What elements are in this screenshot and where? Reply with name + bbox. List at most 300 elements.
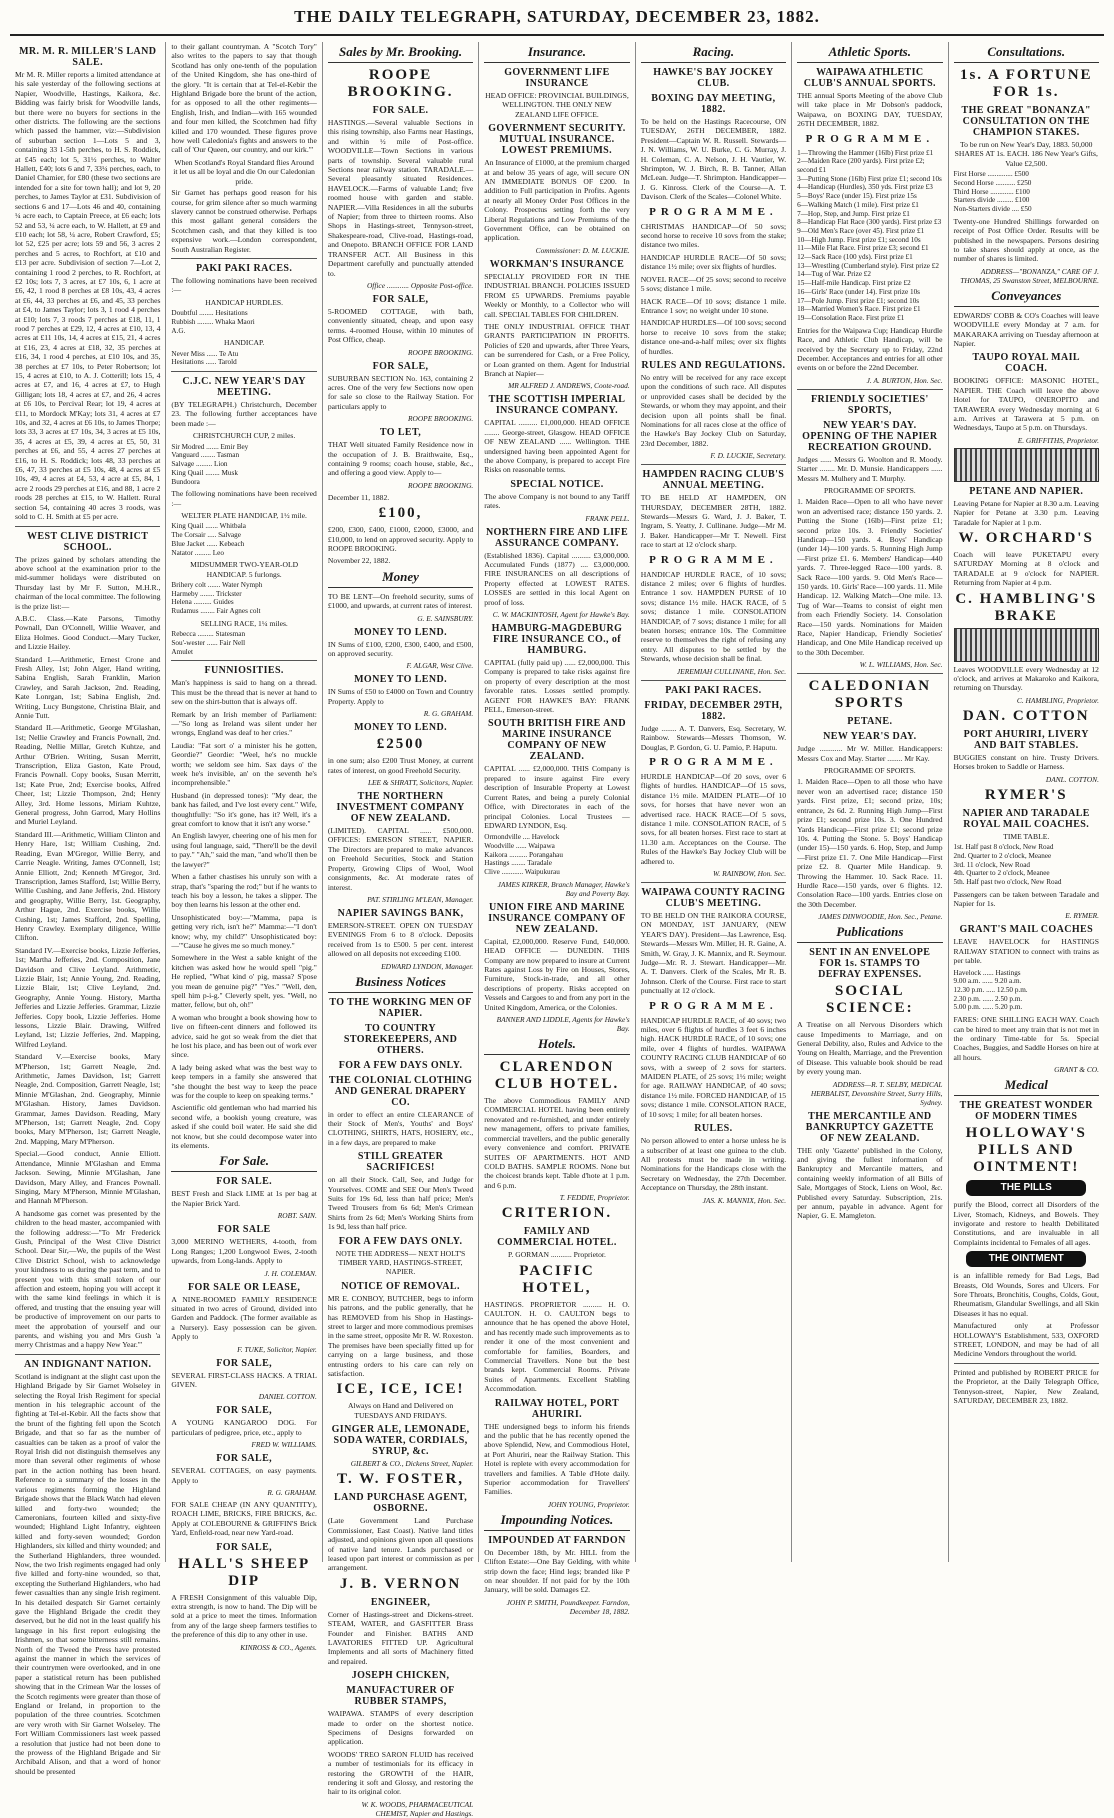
nomination-list: [171, 350, 316, 367]
ad-heading: TO COUNTRY STOREKEEPERS, AND OTHERS.: [343, 1022, 458, 1056]
ad-heading: PAKI PAKI RACES.: [665, 684, 762, 696]
ad-text: Capital, £2,000,000. Reserve Fund, £40,000. HEAD OFFICE — DUNEDIN. THIS Company are now prepared to insure at Current Rates against Loss by Fire on Houses, Stores, Furniture, Stock-in-trade, and all other descriptions of property. Risks accepted on Vessels and Cargoes to and from any port in the United Kingdom, America, or the Colonies.: [484, 936, 630, 1012]
ad-heading: ENGINEER,: [370, 1596, 431, 1608]
ad-text: £200, £300, £400, £1000, £2000, £3000, and £10,000, to lend on approved security. Apply to ROOPE BROOKING.: [327, 525, 474, 553]
programme-heading: PROGRAMME.: [649, 205, 778, 218]
ad-display-title: CLARENDON CLUB HOTEL.: [494, 1059, 620, 1093]
ad-text: THE only 'Gazette' published in the Colony, and giving the fullest information of Bankruptcy and Mercantile matters, and containing weekly information of all Bills of Sale, Mortgages of Stock, Liens on Wool, &c. Published every Saturday. Subscription, 21s. per annum, payable in advance. Agent for Napier, G. E. Mamgleton.: [797, 1145, 943, 1221]
article-text: Unsophisticated boy:—"Mamma, papa is getting very rich, isn't he?" Mamma:—"I don't know; why, my child?" Unsophisticated boy:—"'Cause he gives me so much money.": [171, 912, 317, 950]
ad-heading: WORKMAN'S INSURANCE: [489, 258, 625, 270]
ad-text: HEAD OFFICE: PROVINCIAL BUILDINGS, WELLINGTON. THE ONLY NEW ZEALAND LIFE OFFICE.: [485, 91, 629, 119]
ad-text: 1. Maiden Race—Open to all who have never won an advertised race; distance 150 yards. 2. Putting the Stone (16lb)—First prize £1; second prize 10s. 3. Friendly Societies' Handicap—150 yards. 4. Boys' Handicap (under 14)—100 yards. 5. Running High Jump—First prize £1. 6. Members' Handicap—440 yards. 7. Three-legged Race—100 yards. 8. Sack Race—100 yards. 9. Old Men's Race—150 yards. 10. Girls' Race—100 yards. 11. Mile Handicap. 12. Walking Match—One mile. 13. Tug of War—Teams to consist of eight men from each Friendly Society. 14. Consolation Race—150 yards. Nominations for Maiden Race, Napier Handicap, Friendly Societies' Handicap, and One Mile Handicap received up to the 30th December.: [797, 497, 943, 657]
ad-heading: FRIDAY, DECEMBER 29TH, 1882.: [644, 699, 783, 722]
ad-text: Judge ............ Mr W. Miller. Handicappers: Messrs Cox and May. Starter ........ Mr Kay.: [797, 744, 943, 763]
ad-signature: Commissioner: D. M. LUCKIE.: [535, 245, 630, 255]
ad-text: Corner of Hastings-street and Dickens-street. STEAM, WATER, and GASFITTER Brass Founder and Finisher. BATHS AND LAVATORIES FITTED UP. Agricultural Implements and all sorts of Machinery fitted and repaired.: [327, 1609, 474, 1666]
article-text: Husband (in depressed tones): "My dear, the bank has failed, and I've lost every cent." Wife, thoughtfully: "So it's gone, has it? Well, it's a great comfort to know that it isn't any worse.": [171, 790, 317, 829]
ad-signature: JAMES KIRKER, Branch Manager, Hawke's Bay and Poverty Bay.: [497, 879, 630, 898]
ad-text: IN Sums of £50 to £4000 on Town and Country Property. Apply to: [327, 687, 474, 706]
ad-text: To be run on New Year's Day, 1883. 50,000 SHARES AT 1s. EACH. 186 New Year's Gifts, Value £2,500.: [954, 140, 1098, 168]
timetable-heading: TIME TABLE.: [1003, 831, 1050, 841]
list-line: 5.00 p.m. ...... 5.20 p.m.: [953, 1003, 1023, 1012]
ad-display-title: ROOPE BROOKING.: [347, 67, 454, 100]
ad-text: is an infallible remedy for Bad Legs, Bad Breasts, Old Wounds, Sores and Ulcers. For Sore Throats, Bronchitis, Coughs, Colds, Gout, Rheumatism, Glandular Swellings, and all Skin Diseases it has no equal.: [953, 1271, 1099, 1318]
ad-text: MR E. CONBOY, BUTCHER, begs to inform his patrons, and the public generally, that he has REMOVED from his Shop in Hastings-street to larger and more commodious premises in the same street, opposite Mr R. W. Roxeston. The premises have been specially fitted up for carrying on a large business, and those entrusting orders to his care can rely on satisfaction.: [327, 1293, 474, 1379]
ad-signature: C. W. MACKINTOSH, Agent for Hawke's Bay.: [492, 610, 630, 620]
section-heading-impounding: Impounding Notices.: [484, 1512, 629, 1531]
race-entry: HANDICAP HURDLE RACE—Of 50 sovs; distance 1½ mile; over six flights of hurdles.: [640, 252, 787, 272]
ad-signature: JOHN YOUNG, Proprietor.: [547, 1499, 630, 1509]
list-line: 1—Throwing the Hammer (16lb) First prize £1: [797, 148, 934, 157]
ad-signature: F. ALGAR, West Clive.: [406, 661, 474, 671]
race-entry: HANDICAP HURDLE RACE, of 10 sovs; distance 2 miles; over 6 flights of hurdles. Entrance 1 sov. HAMPDEN PURSE of 10 sovs; distance 1½ mile. HACK RACE, of 5 sovs; distance 1 mile. CONSOLATION HANDICAP, of 7 sovs; distance 1 mile; for all beaten horses; entrance 10s. The Committee reserve to themselves the right of refusing any entry. All disputes to be settled by the Stewards, whose decision shall be final.: [640, 569, 787, 664]
ad-signature: DANIEL COTTON.: [258, 1392, 317, 1402]
ad-text: A YOUNG KANGAROO DOG. For particulars of pedigree, price, etc., apply to: [171, 1418, 317, 1437]
article-text: Remark by an Irish member of Parliament:—"So long as Ireland was silent under her wrongs, England was deaf to her cries.": [171, 709, 317, 738]
list-line: 12—Sack Race (100 yds). First prize £1: [797, 253, 913, 262]
list-line: Vanguard ........ Tasman: [171, 451, 240, 460]
list-line: 6—Walking Match (1 mile). First prize £1: [797, 200, 919, 209]
ad-heading: WAIPAWA COUNTY RACING CLUB'S MEETING.: [641, 886, 786, 909]
list-line: Non-Starters divide .... £50: [953, 205, 1032, 214]
nomination-list: [171, 581, 316, 616]
ad-heading: FOR SALE OR LEASE,: [188, 1281, 301, 1293]
ad-text: EDWARDS' COBB & CO's Coaches will leave WOODVILLE every Monday at 7 a.m. for MAKARAKA arriving on Tuesday afternoon at Napier.: [953, 310, 1099, 348]
ad-heading: JOSEPH CHICKEN,: [351, 1670, 450, 1682]
ad-signature: W. RAINBOW, Hon. Sec.: [712, 868, 787, 878]
ad-heading: THE MERCANTILE AND BANKRUPTCY GAZETTE OF NEW ZEALAND.: [805, 1110, 934, 1144]
list-line: King Quail ........ Musk: [171, 468, 238, 477]
ad-text: An Insurance of £1000, at the premium charged at and below 35 years of age, will secure ON AN IMMEDIATE BONUS OF £200. In addition to Full participation in Profits. Agents at nearly all Money Order Post Offices in the Colony. Prospectus setting forth the very Liberal Regulations and Low Premiums of the Government Office, can be obtained on application.: [484, 158, 630, 243]
ad-heading: FOR SALE: [217, 1224, 271, 1236]
ad-text: 1. Maiden Race—Open to all those who have never won an advertised race; distance 150 yards. First prize, £1; second prize, 10s; entrance, 2s 6d. 2. Running High Jump—First prize £1; second prize 10s. 3. One Hundred Yards Handicap—First prize £1; second prize 10s. 4. Putting the Stone. 5. Boys' Handicap (under 15)—150 yards. 6. Hop, Step, and Jump—First prize £1. 7. One Mile Handicap—First prize £2. 8. Quarter Mile Handicap. 9. Throwing the Hammer. 10. Sack Race. 11. Hurdle Race—150 yards, over 6 flights. 12. Consolation Race—100 yards. Entries close on the 30th December.: [797, 777, 943, 909]
article-text: The following nominations have been received :—: [171, 275, 317, 295]
ad-heading: NEW YEAR'S DAY. OPENING OF THE NAPIER RECREATION GROUND.: [802, 419, 938, 453]
ad-text: 3,000 MERINO WETHERS, 4-tooth, from Long Ranges; 1,200 Longwool Ewes, 2-tooth upwards, from Long-lands. Apply to: [171, 1237, 317, 1266]
ad-display-title: CALEDONIAN SPORTS: [808, 678, 932, 712]
ad-display-title: £100,: [378, 505, 423, 522]
ad-heading: FOR SALE.: [372, 105, 429, 116]
article-heading: FUNNIOSITIES.: [204, 665, 284, 677]
column-6: [792, 42, 948, 1562]
ad-text: On December 18th, by Mr. HILL from the Clifton Estate:—One Bay Gelding, with white strip down the face; Hind legs; branded like P on near shoulder. If not paid for by the 10th January, will be sold. Damages £2.: [484, 1547, 630, 1595]
ad-display-title: C. HAMBLING'S BRAKE: [955, 590, 1098, 624]
ad-heading: FOR SALE,: [216, 1405, 273, 1417]
ad-signature: W. L. WILLIAMS, Hon. Sec.: [859, 660, 943, 670]
list-line: Starters divide ......... £100: [953, 196, 1030, 205]
ad-text: Coach will leave PUKETAPU every SATURDAY Morning at 8 o'clock and TARADALE at 9 o'clock for NAPIER. Returning from Napier at 4 p.m.: [953, 550, 1099, 588]
ad-heading: BOXING DAY MEETING, 1882.: [651, 93, 776, 115]
coach-illustration: [954, 448, 1099, 482]
ad-heading: GINGER ALE, LEMONADE, SODA WATER, CORDIALS, SYRUP, &c.: [331, 1424, 470, 1458]
ad-text: THE annual Sports Meeting of the above Club will take place in Mr Dobson's paddock, Waipawa, on BOXING DAY, TUESDAY, 26TH DECEMBER, 1882.: [797, 91, 943, 129]
ad-heading: WAIPAWA ATHLETIC CLUB'S ANNUAL SPORTS.: [803, 67, 936, 89]
list-line: Sir Modred ....... Emir Bey: [171, 442, 249, 451]
article-text: Standard III.—Arithmetic, William Clinton and Henry Hare, 1st; William Cushing, 2nd. Reading, Evan M'Gregor, Willie Berry, and Carrie Neagle. Writing, James O'Connell, 1st; Annie Elliott, 2nd; Kenneth M'Gregor, 3rd. Transcription, James Stafford, 1st; Willie Berry, Willie Cushing, and Jane Jefferis, 2nd. History and geography, Willie Berry, 1st. Geography, Arthur Hague, 2nd. Exercise books, Willie Cushing, 1st; James Stafford, 2nd. Spelling, Henry Crawley. Exemplary diligence, Willie Clifton.: [15, 829, 161, 943]
ad-text: CAPITAL .......... £1,000,000. HEAD OFFICE ........ George-street, Glasgow. HEAD OFFICE OF NEW ZEALAND ...... Wellington. THE undersigned having been appointed Agent for the above Company, is prepared to accept Fire Risks on reasonable terms.: [484, 418, 630, 475]
article-text: The following nominations have been received :—: [171, 489, 317, 508]
race-entry: HACK RACE—Of 10 sovs; distance 1 mile. Entrance 1 sov; no weight under 10 stone.: [640, 296, 787, 315]
article-text: When a father chastises his unruly son with a strap, that's "sparing the rod;" but if he wants to teach his boy a lesson, he takes a slipper. The boy then learns his lesson at the other end.: [171, 872, 317, 910]
ad-heading: RULES AND REGULATIONS.: [641, 359, 786, 371]
ad-text: FARES: ONE SHILLING EACH WAY. Coach can be hired to meet any train that is not met in the ordinary Time-table for 5s. Special Coaches, Buggies, and Saddle Horses on hire at all hours.: [953, 1015, 1099, 1062]
ad-display-title: ICE, ICE, ICE!: [336, 1381, 465, 1398]
printer-imprint: Printed and published by ROBERT PRICE for the Proprietor, at the Daily Telegraph Office, Tennyson-street, Napier, New Zealand, SATURDAY, DECEMBER 23, 1882.: [953, 1367, 1099, 1406]
list-line: Brihery colt ....... Water Nymph: [171, 581, 263, 590]
ad-heading: PETANE.: [847, 716, 893, 728]
race-heading: HANDICAP HURDLES.: [205, 297, 284, 307]
list-line: 19—Consolation Race. First prize £1: [797, 313, 905, 322]
programme-subheading: PROGRAMME OF SPORTS.: [823, 485, 916, 495]
list-line: Rudamus ........ Fair Agnes colt: [171, 607, 261, 616]
list-line: Clive ............ Waipukurau: [484, 868, 560, 877]
ad-text: CAPITAL ...... £2,000,000. THIS Company is prepared to insure against Fire every description of Insurable Property at Lowest Current Rates, and being a purely Colonial Office, with Directorates in each of the principal Colonies. Local Trustees — EDWARD LYNDON, Esq.: [484, 764, 630, 830]
ad-text: Twenty-one Hundred Shillings forwarded on receipt of Post Office Order. Results will be published in the newspapers. Persons desiring to take shares should apply at once, as the number of shares is limited.: [953, 216, 1099, 264]
list-line: 5—Boys' Race (under 15). First prize 15s: [797, 192, 917, 201]
ad-display-title: CRITERION.: [501, 1205, 613, 1222]
ad-heading: MONEY TO LEND.: [354, 626, 448, 638]
ad-signature: C. HAMBLING, Proprietor.: [1016, 695, 1099, 705]
ad-heading: FRIENDLY SOCIETIES' SPORTS,: [810, 393, 929, 416]
ad-heading: HAMPDEN RACING CLUB'S ANNUAL MEETING.: [642, 469, 785, 492]
divider: [171, 258, 316, 259]
ad-signature: ROOPE BROOKING.: [407, 480, 474, 490]
ad-text: 5-ROOMED COTTAGE, with bath, conveniently situated, cheap, and upon easy terms. 4-roomed House, within 10 minutes of Post Office, cheap.: [327, 306, 474, 345]
list-line: 12.30 p.m. ..... 12.50 p.m.: [953, 986, 1028, 995]
list-line: Second Horse ........... £250: [953, 178, 1032, 187]
ad-text: LEAVE HAVELOCK for HASTINGS RAILWAY STATION to connect with trains as per table.: [953, 937, 1099, 966]
section-heading-racing: Racing.: [641, 44, 786, 63]
column-3: [323, 42, 479, 1818]
article-text: Laudia: "Fat sort o' a minister his he gotten, Geordie?" Geordie: "Weel, he's no muckle worth; we seldom see him. Sax days o' the week he's invisible, an' on the seventh he's incomprehensible.": [171, 740, 317, 788]
article-text: Sir Garnet has perhaps good reason for his course, for grim silence after so much warming slavery cannot be construed otherwise. Perhaps this most gallant general considers the Scotchmen cash, and that they killed is too expensive work.—London correspondent, South Australian Register.: [171, 188, 317, 254]
ad-text: TO BE HELD ON THE RAIKORA COURSE, ON MONDAY, 1ST JANUARY, (NEW YEAR'S DAY). President—Jas Lawrence, Esq. Stewards—Messrs Wm. Miller, H. R. Gaine, A. Smith, W. Gray, J. K. Mannix, and R. Seymour. Judge—Mr. R. J. Stewart. Handicapper—Mr. A. T. Danvers. Clerk of the Scales, Mr R. B. Johnson. Clerk of the Course. First race to start punctually at 12 o'clock.: [640, 910, 787, 996]
divider: [954, 1363, 1099, 1364]
ad-heading: SENT IN AN ENVELOPE FOR 1s. STAMPS TO DEFRAY EXPENSES.: [809, 947, 931, 981]
list-line: Sou'-wester ...... Fair Nell: [171, 638, 246, 647]
article-text: Standard II.—Arithmetic, George M'Glashan, 1st; Nellie Crawley and Francis Pownall, 2nd. Reading, Nellie Millar, Gretch Kuhtze, and Arthur O'Brien. Writing, Susan Merritt, Transcription, Eliza Gaston, Kate Proud, Francis Pownall. Copy books, Susan Merritt, 1st; Kate Prue, 2nd; Exercise books, Alfred Cheer, 1st; Lizzie Thompson, 2nd; Henry Alley, 3rd. Home lessons, Miriam Kuhtze, General progress, John Garrod, Mary Hollins and Muriel Leyland.: [15, 723, 161, 827]
list-line: 3rd. 11 o'clock, New Road: [953, 860, 1031, 869]
ad-display-title: DAN. COTTON: [962, 707, 1090, 724]
ad-text: Always on Hand and Delivered on TUESDAYS AND FRIDAYS.: [347, 1401, 454, 1420]
ad-heading: TO THE WORKING MEN OF NAPIER.: [329, 996, 472, 1019]
masthead-title: THE DAILY TELEGRAPH, SATURDAY, DECEMBER 23, 1882.: [10, 0, 1104, 36]
race-entry: NOVEL RACE—Of 25 sovs; second to receive 5 sovs; distance 1 mile.: [640, 274, 787, 294]
ad-heading: UNION FIRE AND MARINE INSURANCE COMPANY OF NEW ZEALAND.: [488, 901, 626, 935]
ad-signature: Office ............ Opposite Post-office.: [366, 280, 474, 290]
list-line: 17—Pole Jump. First prize £1; second 10s: [797, 296, 920, 305]
ad-text: Entries for the Waipawa Cup; Handicap Hurdle Race, and Athletic Club Handicap, will be received by the Secretary up to Friday, 22nd December. Acceptances and entries for all other events on or before the 22nd December.: [797, 325, 943, 373]
race-entry: HANDICAP HURDLES—Of 100 sovs; second horse to receive 10 sovs from the stake; distance one-and-a-half miles; over six flights of hurdles.: [640, 318, 787, 356]
list-line: Bundoora: [171, 477, 200, 486]
ad-text: purify the Blood, correct all Disorders of the Liver, Stomach, Kidneys, and Bowels. They invigorate and restore to health Debilitated Constitutions, and are invaluable in all Complaints incidental to Females of all ages.: [953, 1200, 1099, 1247]
ad-text: (LIMITED). CAPITAL ...... £500,000. OFFICES: EMERSON STREET, NAPIER. The Directors are prepared to make advances on Freehold Securities, Stock and Station Property, Growing Clips of Wool, Wool consignments, &c. At moderate rates of interest.: [327, 826, 474, 892]
ad-signature: T. FEDDIE, Proprietor.: [559, 1193, 630, 1203]
column-2: [166, 42, 322, 1652]
ad-signature: R. G. GRAHAM.: [423, 709, 474, 719]
section-heading-consultations: Consultations.: [954, 44, 1099, 63]
column-1: [10, 42, 166, 1776]
nomination-list: [171, 443, 316, 487]
ad-heading: FOR SALE,: [216, 1541, 273, 1553]
list-line: Rebecca ......... Statesman: [171, 630, 246, 639]
ad-signature: EDWARD LYNDON, Manager.: [381, 961, 474, 971]
ad-heading: LAND PURCHASE AGENT, OSBORNE.: [334, 1492, 468, 1515]
list-line: 4th. Quarter to 2 o'clock, Meanee: [953, 869, 1050, 878]
article-text: Mr M. R. Miller reports a limited attendance at his sale yesterday of the following sections at Napier, Woodville, Hastings, Kaikora, &c. Bidding was fairly brisk for Woodville lands, but there were no buyers for sections in the other districts. The following are the sections which passed the hammer, viz:—Subdivision of suburban section 1—Lots 5 and 3, containing 33 1-5th perches, to H. S. Roddick, at £45 each; lot 5, 31½ perches, to Walter Hallett, £40; lots 6 and 7, 33¼ perches, each, to Daniel Chamier, for £80 (these two sections are intended for a site for town hall); and lot 9, 20 perches, to James Taylor at £31. Subdivision of sections 6 and 17—Lots 46 and 40, containing ¼ acre each, to Captain Preece, at £6 each; lots 52 and 53, ¼ acre each, to W. Hallett, at £9 and £10 each; lot 58, ¼ acre, Robert Crawford, £5; lot 52, £25 per acre; lots 59 and 56, 3 acres 2 perches and 5 acres, to Rochfort, at £10 and £13 per acre. Subdivision of section 7—Lot 2, containing 1 rood 2 perches, to R. Rochfort, at £2 10s; lots 7, 3 acres, at £7 10s, 6, 1 acre at £6, 42, 1 rood 8 perches at £8 10s, 43, 4 acres at £6, 44, 33 perches at £6, and 45, 33 perches at £4, to James Taylor; lots 3, 1 rood 4 perches at £10; lots 7, 3 roods 7 perches at £18, 11, 1 rood 7 perches at £29, 12, 4 acres at £10, 13, 4 acres at £11 10s, 14, 4 acres at £15, 21, 4 acres at £16, 23, 4 acres at £18, 32, 35 perches at £16, 34, 1 rood 4 perches, at £10 10s, and 35, 38 perches at £7 10s, to Peter Robertson; lot 15, 4 acres at £10, to A. J. Cotterill; lots 15, 4 acres at £7, and 16, 4 acres at £7, to Hugh Gilligan; lots 18, 4 acres at £7, and 26, 4 acres at £6 10s, to Percival Rear; lot 19, 4 acres at £11, to Mordock M'Kay; lots 31, 4 acres at £7 10s, and 32, 4 acres at £6 10s, to James Thorpe; lots 33, 3 acres at £7 10s, 34, 3 acres at £5 10s, 35, 4 acres at £5, 39, 4 acres at £5, 50, 31 perches at £6, and 55, 4 acres 27 perches at £16, to H. S. Roddick; lots 48, 33 perches at £6, 47, 33 perches at £5 10s, 48, 4 acres at £5 10s, 49, 4 acres at £4, 53, 4 acre at £5, 84, 1 acre 2 roods 29 perches at £16, and 88, 1 acre 2 roods 28 perches at £15, to W. Hallett. Rural section 54, containing 40 acres 3 roods, was sold to C. H. Smith at £5 per acre.: [15, 70, 161, 522]
section-heading-insurance: Insurance.: [484, 44, 629, 63]
list-line: Amulet: [171, 647, 193, 656]
ad-heading: THE SCOTTISH IMPERIAL INSURANCE COMPANY.: [488, 394, 626, 417]
ad-heading: SPECIAL NOTICE.: [510, 478, 604, 490]
ad-text: Judges ...... Messrs G. Woolton and R. Moody. Starter ........ Mr. D. Munsie. Handicappers ...... Messrs M. Mulhery and T. Murphy.: [797, 454, 943, 483]
ad-signature: R. G. GRAHAM.: [267, 1487, 317, 1497]
section-heading-athletic: Athletic Sports.: [797, 44, 942, 63]
section-heading-medical: Medical: [954, 1077, 1099, 1096]
ad-signature: JAS. K. MANNIX, Hon. Sec.: [702, 1195, 787, 1205]
list-line: Never Miss ...... Te Atu: [171, 349, 239, 358]
article-text: The prizes gained by scholars attending the above school at the examination prior to the mid-summer holidays were distributed on Thursday last by Mr F. Sutton, M.H.R., chairman of the local committee. The following is the prize list:—: [15, 554, 161, 611]
ad-text: WOODS' TREO SARON FLUID has received a number of testimonials for its efficacy in restoring the GROWTH of the HAIR, rendering it soft and Glossy, and restoring the hair to its original color.: [327, 1749, 474, 1797]
race-entry: HURDLE HANDICAP—Of 20 sovs, over 6 flights of hurdles. HANDICAP—Of 15 sovs, distance 1½ mile. MAIDEN PLATE—Of 10 sovs, for horses that have never won an advertised race. HACK RACE—Of 5 sovs, distance 1 mile. CONSOLATION RACE, of 5 sovs, for all beaten horses. First race to start at 11.30 a.m. Acceptances on the Course. The Rules of the Hawke's Bay Jockey Club will be adhered to.: [640, 771, 787, 866]
section-heading-money: Money: [328, 569, 473, 588]
race-heading: SELLING RACE, 1¼ miles.: [200, 618, 288, 628]
ad-heading: TO LET,: [379, 427, 422, 439]
ad-text: A NINE-ROOMED FAMILY RESIDENCE situated in two acres of Ground, divided into Garden and Paddock. (The former available as a Nursery). Easy possession can be given. Apply to: [171, 1294, 317, 1342]
divider: [797, 389, 942, 390]
list-line: 7—Hop, Step, and Jump. First prize £1: [797, 209, 910, 218]
article-text: to their gallant countryman. A "Scotch Tory" also writes to the papers to say that though Scotland has only one-tenth of the population of the United Kingdom, she has one-third of the glory. "It is certain that at Tel-el-Kebir the Highland Brigade bore the brunt of the action, for as opposed to all the other regiments—English, Irish, and Indian—with 165 wounded and four men killed, the Scotchmen had fifty killed and 170 wounded. These figures prove how well Caledonia's fights and answers to the call of 'Our Queen, our country, and our kirk.'": [171, 42, 317, 155]
ad-text: HASTINGS. PROPRIETOR .......... H. O. CAULTON. H. O. CAULTON begs to announce that he has opened the above Hotel, and has recently made such improvements as to render it one of the most convenient and comfortable for families, Boarders, and Commercial Travellers. None but the best brands kept. Commercial Rooms. Private Suites of Apartments. Excellent Stabling Accommodation.: [484, 1299, 630, 1394]
list-line: 4—Handicap (Hurdles), 350 yds. First prize £3: [797, 183, 933, 192]
ad-signature: DANL. COTTON.: [1045, 774, 1099, 784]
list-line: 11—Mile Flat Race. First prize £3; second £1: [797, 244, 929, 253]
race-entry: HANDICAP HURDLE RACE, of 40 sovs; two miles, over 6 flights of hurdles 3 feet 6 inches high. HACK HURDLE RACE, of 10 sovs; one mile, over 4 flights of hurdles. WAIPAWA COUNTY RACING CLUB HANDICAP of 60 sovs, with a sweep of 2 sovs for starters. MAIDEN PLATE, of 25 sovs; 1½ mile; weight for age. RAILWAY HANDICAP, of 40 sovs; distance 1½ mile. FORCED HANDICAP, of 15 sovs; distance 1 mile. CONSOLATION RACE, of 10 sovs; 1 mile; for all beaten horses.: [640, 1015, 787, 1119]
list-line: 9.00 a.m. ...... 9.20 a.m.: [953, 977, 1022, 986]
columns: [10, 42, 1104, 1818]
list-line: Blue Jacket ...... Kebeach: [171, 539, 245, 548]
ad-text: in order to effect an entire CLEARANCE of their Stock of Men's, Youths' and Boys' CLOTHING, SHIRTS, HATS, HOSIERY, etc., in a few days, are prepared to make: [327, 1109, 474, 1147]
article-text: Man's happiness is said to hang on a thread. This must be the thread that is never at hand to sew on the shirt-button that is always off.: [171, 678, 317, 707]
divider: [797, 673, 942, 674]
ad-heading: MANUFACTURER OF RUBBER STAMPS,: [346, 1685, 455, 1708]
ad-signature: PAT. STIRLING M'LEAN, Manager.: [367, 894, 474, 904]
ad-display-title: £2500: [376, 736, 425, 753]
ad-text: Judge ........ A. T. Danvers, Esq. Secretary, W. Rainbow. Stewards—Messrs Thomson, W. Douglas, P. Gordon, G. U. Pamio, P. Haputu.: [640, 723, 787, 752]
ad-signature: FRANK PELL.: [585, 513, 630, 523]
ad-text: No person allowed to enter a horse unless he is a subscriber of at least one guinea to the club. All protests must be made in writing. Nominations for the Handicaps close with the Secretary on Wednesday, the 27th December. Acceptance on Thursday, the 28th instant.: [640, 1136, 787, 1193]
divider: [171, 660, 316, 661]
ad-text: THE undersigned begs to inform his friends and the public that he has recently opened the above Splendid, New, and Commodious Hotel, at Port Ahuriri, near the Railway Station. This Hotel is replete with every accommodation for travellers and families. A Table d'Hote daily. Superior accommodation for Travellers' Families.: [484, 1421, 630, 1497]
list-line: Woodville ...... Waipawa: [484, 842, 555, 851]
section-heading-business: Business Notices: [328, 974, 473, 993]
list-line: King Quail ....... Whitbala: [171, 522, 246, 531]
ad-heading: GRANT'S MAIL COACHES: [959, 924, 1094, 936]
event-list: [797, 149, 942, 323]
ad-signature: F. D. LUCKIE, Secretary.: [710, 451, 787, 461]
ad-text: THAT Well situated Family Residence now in the occupation of J. B. Braithwaite, Esq., containing 9 rooms; coach house, stable, &c., and offering a good view. Apply to—: [327, 440, 474, 478]
ad-display-title: W. ORCHARD'S: [958, 530, 1094, 547]
programme-heading: PROGRAMME.: [805, 132, 935, 145]
list-line: 2.30 p.m. ...... 2.50 p.m.: [953, 994, 1023, 1003]
ad-heading: FOR SALE,: [216, 1357, 273, 1369]
ad-signature: J. A. BURTON, Hon. Sec.: [866, 375, 943, 385]
brake-illustration: [954, 628, 1099, 662]
section-heading-publications: Publications: [797, 924, 942, 943]
agent-list: [484, 833, 629, 877]
ad-signature: GRANT & CO.: [1054, 1065, 1099, 1075]
list-line: Natator ......... Leo: [171, 548, 224, 557]
ad-heading: FOR SALE,: [372, 293, 429, 305]
ad-text: Leaves WOODVILLE every Wednesday at 12 o'clock, and arrives at Makaroko and Kaikora, returning on Thursday.: [953, 664, 1099, 693]
timetable-list: [954, 843, 1099, 887]
list-line: Hesitations ...... Tarold: [171, 358, 237, 367]
ad-heading: FOR A FEW DAYS ONLY.: [338, 1235, 463, 1247]
list-line: 18—Married Women's Race. First prize £1: [797, 305, 921, 314]
list-line: Third Horse ............. £100: [953, 187, 1030, 196]
article-heading: C.J.C. NEW YEAR'S DAY MEETING.: [182, 376, 306, 399]
list-line: The Corsair ..... Salvage: [171, 531, 241, 540]
programme-heading: PROGRAMME.: [649, 755, 778, 768]
ad-heading: STILL GREATER SACRIFICES!: [357, 1151, 444, 1174]
ad-heading: THE GREAT "BONANZA" CONSULTATION ON THE CHAMPION STAKES.: [961, 105, 1091, 138]
article-heading: MR. M. R. MILLER'S LAND SALE.: [19, 46, 157, 68]
ad-text: SEVERAL COTTAGES, on easy payments. Apply to: [171, 1466, 317, 1485]
ad-text: Leaving Petane for Napier at 8.30 a.m. Leaving Napier for Petane at 3.30 p.m. Leaving Taradale for Napier at 1 p.m.: [953, 498, 1099, 527]
list-line: Doubtful ........ Hesitations: [171, 309, 248, 318]
list-line: Hastings ........ Taradale: [484, 859, 552, 868]
ad-heading: GOVERNMENT LIFE INSURANCE: [504, 67, 610, 89]
ad-display-title: PACIFIC HOTEL,: [519, 1262, 595, 1296]
ad-heading: SOUTH BRITISH FIRE AND MARINE INSURANCE COMPANY OF NEW ZEALAND.: [487, 718, 626, 763]
ad-heading: THE GREATEST WONDER OF MODERN TIMES: [959, 1100, 1093, 1123]
ad-text: in one sum; also £200 Trust Money, at current rates of interest, on good Freehold Security.: [327, 756, 474, 775]
ad-text: (Late Government Land Purchase Commissioner, East Coast). Native land titles adjusted, and opinions given upon all questions of native land tenure. Lands purchased or leased upon part interest or commission as per arrangement.: [327, 1516, 474, 1573]
list-line: 10—High Jump. First prize £1; second 10s: [797, 235, 921, 244]
ad-signature: BANNER AND LIDDLE, Agents for Hawke's Bay.: [496, 1015, 630, 1034]
ad-text: SPECIALLY PROVIDED FOR IN THE INDUSTRIAL BRANCH. POLICIES ISSUED FROM £5 UPWARDS. Premiums payable Weekly or Monthly, to a Collector who will call. SPECIAL TABLES FOR CHILDREN.: [484, 271, 630, 319]
ad-heading: FOR A FEW DAYS ONLY.: [338, 1059, 463, 1071]
article-text: A handsome gas cornet was presented by the children to the head master, accompanied with the following address:—"To Mr Frederick Gush, Principal of the West Clive District School. Dear Sir,—We, the pupils of the West Clive District School, wish to acknowledge your kindness to us during the past term, and to present you with this small token of our affection and esteem, hoping you will accept it with the same kind feelings in which it is offered, and trusting that the ensuing year will be productive of improvement on our parts to meet the approbation of yourself and our parents, and wishing you and Mrs Gush 'a merry Christmas and a happy New Year.'": [15, 1208, 161, 1350]
ad-heading: NEW YEAR'S DAY.: [823, 731, 917, 743]
article-text: A.B.C. Class.—Kate Parsons, Timothy Pownall, Dan O'Connell, Willie Weaver, and Eliza Holmes. Good Conduct.—Mary Tucker, and Lizzie Hailey.: [15, 613, 161, 652]
ad-heading: FAMILY AND COMMERCIAL HOTEL.: [497, 1226, 617, 1249]
ad-text: EMERSON-STREET. OPEN ON TUESDAY EVENINGS From 6 to 8 o'clock. Deposits received from 1s to £500. 5 per cent. interest allowed on all deposits not exceeding £100.: [327, 920, 474, 959]
ad-text: A Treatise on all Nervous Disorders which cause Impediments to Marriage, and on General Debility, also, Rules and Advice to the Young on Health, Marriage, and the Prevention of Disease. This valuable book should be read by every young man.: [797, 1020, 943, 1077]
ad-signature: LEE & SHRATT, Solicitors, Napier.: [367, 778, 474, 788]
divider: [15, 1354, 160, 1355]
race-heading: CHRISTCHURCH CUP, 2 miles.: [192, 431, 296, 441]
list-line: 5th. Half past two o'clock, New Road: [953, 877, 1062, 886]
article-text: Somewhere in the West a sable knight of the kitchen was asked how he would spell "pig." He replied, "What kind o' pig, massa? S'pose you mean de genuine pig?" "Yes." "Well, den, spell him p-i-g." Cleverly spelt, yes. "Well, no matter, fellow, but oh, oh!": [171, 953, 317, 1010]
list-line: Ormondville .... Havelock: [484, 833, 560, 842]
list-line: 8—Handicap Flat Race (300 yards). First prize £3: [797, 218, 942, 227]
ad-signature: KINROSS & CO., Agents.: [240, 1642, 317, 1652]
divider: [641, 882, 786, 883]
divider: [641, 680, 786, 681]
ad-display-title: SOCIAL SCIENCE:: [825, 983, 914, 1017]
ad-text: Passengers can be taken between Taradale and Napier for 1s.: [953, 889, 1099, 909]
list-line: 9—Old Men's Race (over 45). First prize £1: [797, 226, 925, 235]
list-line: 2—Maiden Race (200 yards). First prize £2; second £1: [797, 157, 925, 175]
list-line: Harmeby ........ Trickster: [171, 589, 242, 598]
list-line: 14—Tug of War. Prize £2: [797, 270, 871, 279]
article-text: A woman who brought a book showing how to live on fifteen-cent dinners and followed its advice, said he got so weak from the diet that he lost his place, and has been out of work ever since.: [171, 1012, 317, 1060]
divider: [171, 371, 316, 372]
article-text: (BY TELEGRAPH.) Christchurch, December 23. The following further acceptances have been made :—: [171, 400, 317, 428]
ad-text: THE ONLY INDUSTRIAL OFFICE THAT GRANTS PARTICIPATION IN PROFITS. Policies of £20 and upwards, after Three Years, can be surrendered for Cash, or a Free Policy, or Loan granted on them. Agent for Industrial Branch at Napier—: [484, 321, 630, 378]
ad-text: BUGGIES constant on hire. Trusty Drivers. Horses broken to Saddle or Harness.: [953, 752, 1099, 772]
ad-signature: E. RYMER.: [1065, 911, 1099, 921]
article-heading: PAKI PAKI RACES.: [195, 262, 293, 274]
programme-subheading: PROGRAMME OF SPORTS.: [823, 766, 916, 776]
race-heading: WELTER PLATE HANDICAP, 1½ mile.: [181, 511, 307, 521]
ad-signature: J. H. COLEMAN.: [264, 1268, 317, 1278]
ad-text: FOR SALE CHEAP (IN ANY QUANTITY), ROACH LIME, BRICKS, FIRE BRICKS, &c. Apply at COLEBOURNE & GRIFFIN'S Brick Yard, Enfield-road, near new Yard-road.: [171, 1499, 317, 1538]
ad-text: The above Commodious FAMILY AND COMMERCIAL HOTEL having been entirely renovated and re-furnished, and under entirely new management, offers to private families, commercial travellers, and the public generally every convenience and comfort. PRIVATE SUITES OF APARTMENTS. HOT AND COLD BATHS. SAMPLE ROOMS. None but the choicest brands kept. Table d'hote at 1 p.m. and 6 p.m.: [484, 1096, 630, 1190]
ad-heading: IMPOUNDED AT FARNDON: [488, 1534, 626, 1546]
ad-text: SUBURBAN SECTION No. 163, containing 2 acres. One of the very few Sections now open for sale so close to the Railway Station. For particulars apply to: [327, 373, 474, 411]
ad-signature: GILBERT & CO., Dickens Street, Napier.: [350, 1459, 474, 1469]
ad-text: WAIPAWA. STAMPS of every description made to order on the shortest notice. Specimens of Designs forwarded on application.: [327, 1709, 474, 1747]
list-line: Rubbish ......... Whaka Maori: [171, 317, 255, 326]
column-4: [479, 42, 635, 1616]
ad-heading: NAPIER AND TARADALE ROYAL MAIL COACHES.: [962, 807, 1090, 830]
ad-heading: FOR SALE.: [216, 1176, 273, 1188]
ad-heading: RAILWAY HOTEL, PORT AHURIRI.: [494, 1397, 620, 1420]
list-line: Kaikora .......... Porangahau: [484, 850, 563, 859]
ad-text: To be held on the Hastings Racecourse, ON TUESDAY, 26TH DECEMBER, 1882. President—Captain W. R. Russell. Stewards—J. N. Williams, W. U. Burke, C. G. Murray, J. H. Coleman, C. A. Nelson, J. H. Vautier, W. Shrimpton, W. J. Birch, R. B. Tanner, Allan McLean. Judge—T. Shrimpton. Handicapper—J. G. Kinross. Clerk of the Course—A. T. Davison. Clerk of the Scales—Colonel White.: [640, 117, 787, 202]
ad-signature: JEREMIAH CULLINANE, Hon. Sec.: [676, 666, 787, 676]
ad-signature: ROOPE BROOKING.: [407, 414, 474, 424]
ad-heading: THE COLONIAL CLOTHING AND GENERAL DRAPERY CO.: [328, 1074, 473, 1108]
ad-text: NOTE THE ADDRESS— NEXT HOLT'S TIMBER YARD, HASTINGS-STREET, NAPIER.: [335, 1248, 466, 1277]
section-heading-sales: Sales by Mr. Brooking.: [328, 44, 473, 63]
ad-display-title: HALL'S SHEEP DIP: [178, 1555, 311, 1589]
ad-heading: PORT AHURIRI, LIVERY AND BAIT STABLES.: [963, 728, 1089, 751]
divider: [15, 526, 160, 527]
ad-signature: ROOPE BROOKING.: [407, 347, 474, 357]
ad-signature: MR ALFRED J. ANDREWS, Coote-road.: [508, 381, 630, 391]
ad-signature: G. E. SAINSBURY.: [417, 613, 474, 623]
ad-signature: ROBT. SAIN.: [277, 1211, 317, 1221]
article-text: Standard I.—Arithmetic, Ernest Crone and Fresh Alley, 1st; John Alger, Hand writing, Sabina English, Sarah Franklin, Marion Crawley, and Sarah Jackson, 2nd. Reading, Kate Lonrgan, 1st; Sabina English, 2nd. Writing, Lucy Bungstone, Christina Blair, and Annie Tutt.: [15, 654, 161, 720]
ad-signature: ADDRESS—"BONANZA," CARE OF J. THOMAS, 25 Swanston Street, MELBOURNE.: [960, 266, 1099, 285]
ad-signature: W. K. WOODS, PHARMACEUTICAL CHEMIST, Napier and Hastings.: [361, 1799, 474, 1818]
divider: [641, 464, 786, 465]
list-line: Havelock ...... Hastings: [953, 968, 1021, 977]
list-line: 2nd. Quarter to 2 o'clock, Meanee: [953, 851, 1052, 860]
section-heading-hotels: Hotels.: [484, 1036, 629, 1055]
ad-heading: FOR SALE,: [216, 1453, 273, 1465]
ad-signature: E. GRIFFITHS, Proprietor.: [1017, 435, 1099, 445]
ad-signature: FRED W. WILLIAMS.: [251, 1440, 317, 1450]
ad-heading: NOTICE OF REMOVAL.: [341, 1280, 460, 1292]
article-text: An English lawyer, cheering one of his men for using foul language, said, "There'll be the devil to pay." "Ah," said the man, "and who'll then be the lawyer?": [171, 831, 317, 869]
list-line: 16—Girls' Race (under 14). First prize 10s: [797, 287, 920, 296]
ad-text: No entry will be received for any race except upon the conditions of such race. All disputes or unprovided cases shall be decided by the Stewards, or whom they may appoint, and their decision upon all points shall be final. Nominations for all races close at the office of the Hawke's Bay Jockey Club on Saturday, 23rd December, 1882.: [640, 372, 787, 448]
ad-text: A FRESH Consignment of this valuable Dip, extra strength, is now to hand. The Dip will be sold at a price to meet the times. Information from any of the large sheep farmers testifies to the preference of this dip to any other in use.: [171, 1592, 317, 1640]
article-text: Scotland is indignant at the slight cast upon the Highland Brigade by Sir Garnet Wolseley in selecting the Royal Irish Regiment for special mention in his telegraphic account of the fighting at Tel-el-Kebir. All the facts show that the brunt of the fighting fell upon the Scotch Brigade, and that so far as the number of casualties can be taken as a proof of valor the Royal Irish did not distinguish themselves any more than several other regiments of whose part in the action nothing has been heard. Reference to a summary of the losses in the various regiments forming the Highland Brigade shows that the Black Watch had eleven killed and forty-two wounded; the Cameronians, fourteen killed and sixty-five wounded; Highland Light Infantry, eighteen killed and forty-seven wounded; Gordon Highlanders, six killed and thirty wounded; and the Sutherland Highlanders, three wounded. Now, the two Irish regiments engaged had only five killed and forty-nine wounded, so that, excepting the Sutherland Highlanders, who had fewer casualties than any single Irish regiment. In his detailed despatch Sir Garnet certainly gave the Highland Brigade the credit they deserved, but he did not in the least qualify his language in his first report eulogising the Irishmen, so that some bitterness still remains. North of the Tweed the Press have protested against the manner in which the services of their countrymen were overlooked, and in one paper a statistical return has been published showing that in the Crimean War the losses of the Scotch regiments were greater than those of England or Ireland, in proportion to the population of the three countries. Scotchmen are very wroth with Sir Garnet Wolseley. The Fort William Commissioners last week passed a resolution that justice had not been done to the prowess of the Highland Brigade and Sir Archibald Alison, and that a word of honor should be presented: [15, 1371, 161, 1776]
ad-text: SEVERAL FIRST-CLASS HACKS. A TRIAL GIVEN.: [171, 1370, 317, 1389]
ointment-banner: THE OINTMENT: [966, 1251, 1086, 1267]
ad-display-title: T. W. FOSTER,: [337, 1471, 465, 1488]
ad-display-title: HOLLOWAY'S PILLS AND OINTMENT!: [965, 1125, 1087, 1176]
ad-date: December 11, 1882.: [327, 492, 390, 502]
ad-date: November 22, 1882.: [327, 556, 391, 566]
ad-heading: GOVERNMENT SECURITY. MUTUAL INSURANCE. LOWEST PREMIUMS.: [488, 123, 626, 157]
ad-heading: HAWKE'S BAY JOCKEY CLUB.: [653, 67, 774, 89]
